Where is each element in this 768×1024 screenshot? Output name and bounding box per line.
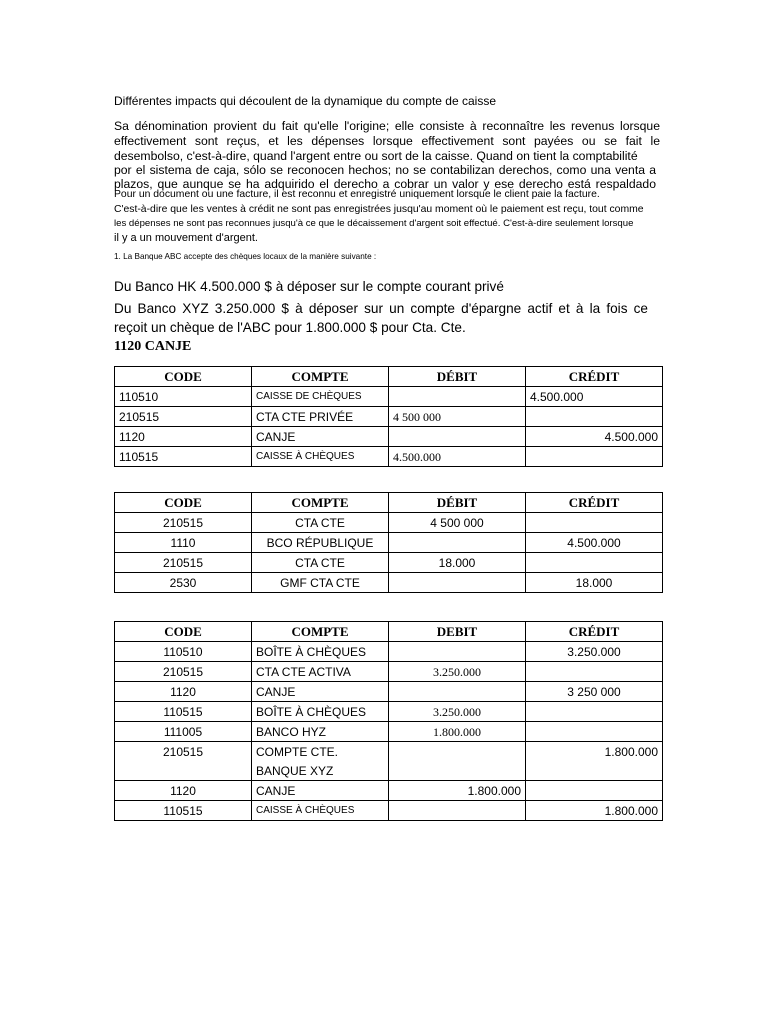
- cell-credit: 3 250 000: [526, 682, 663, 702]
- column-header-credit: CRÉDIT: [526, 493, 663, 513]
- cell-credit: 4.500.000: [526, 533, 663, 553]
- cell-debit: [389, 682, 526, 702]
- cell-code: 1110: [115, 533, 252, 553]
- cell-code: 111005: [115, 722, 252, 742]
- body-line: reçoit un chèque de l'ABC pour 1.800.000 $ pour Cta. Cte.: [114, 320, 466, 335]
- cell-code: 1120: [115, 682, 252, 702]
- paragraph-line: C'est-à-dire que les ventes à crédit ne sont pas enregistrées jusqu'au moment où le paiement est reçu, tout comme: [114, 204, 644, 215]
- cell-code: 110515: [115, 801, 252, 821]
- cell-credit: [526, 781, 663, 801]
- cell-account: BANQUE XYZ: [252, 761, 389, 781]
- section-subheading: 1120 CANJE: [114, 339, 192, 354]
- cell-debit: [389, 801, 526, 821]
- cell-code: [115, 761, 252, 781]
- cell-account: BOÎTE À CHÈQUES: [252, 642, 389, 662]
- cell-credit: 4.500.000: [526, 387, 663, 407]
- table-row: [115, 682, 663, 702]
- table-row: [115, 801, 663, 821]
- paragraph-line: plazos, que aunque se ha adquirido el derecho a cobrar un valor y ese derecho está respaldado: [114, 177, 656, 191]
- cell-account: GMF CTA CTE: [252, 573, 389, 593]
- cell-account: BOÎTE À CHÈQUES: [252, 702, 389, 722]
- cell-code: 210515: [115, 553, 252, 573]
- cell-code: 110510: [115, 387, 252, 407]
- cell-code: 210515: [115, 662, 252, 682]
- cell-debit: [389, 427, 526, 447]
- column-header-account: COMPTE: [252, 367, 389, 387]
- cell-credit: 4.500.000: [526, 427, 663, 447]
- cell-account: BANCO HYZ: [252, 722, 389, 742]
- cell-debit: 3.250.000: [389, 662, 526, 682]
- cell-credit: [526, 761, 663, 781]
- table-row: [115, 573, 663, 593]
- cell-debit: [389, 533, 526, 553]
- cell-account: CANJE: [252, 427, 389, 447]
- cell-code: 2530: [115, 573, 252, 593]
- cell-credit: 3.250.000: [526, 642, 663, 662]
- cell-account: CTA CTE: [252, 553, 389, 573]
- column-header-account: COMPTE: [252, 622, 389, 642]
- cell-debit: 4.500.000: [389, 447, 526, 467]
- column-header-code: CODE: [115, 367, 252, 387]
- cell-debit: [389, 387, 526, 407]
- paragraph-line: Sa dénomination provient du fait qu'elle l'origine; elle consiste à reconnaître les revenus lorsque: [114, 119, 660, 133]
- journal-table-1: [114, 366, 663, 467]
- column-header-code: CODE: [115, 493, 252, 513]
- body-line: Du Banco HK 4.500.000 $ à déposer sur le compte courant privé: [114, 279, 504, 294]
- paragraph-line: Pour un document ou une facture, il est reconnu et enregistré uniquement lorsque le client paie la facture.: [114, 189, 600, 200]
- cell-debit: [389, 642, 526, 662]
- cell-debit: [389, 761, 526, 781]
- table-row: [115, 427, 663, 447]
- paragraph-line: por el sistema de caja, sólo se reconocen hechos; no se contabilizan derechos, como una venta a: [114, 163, 656, 177]
- cell-account: CAISSE À CHÈQUES: [252, 447, 389, 467]
- cell-debit: 4 500 000: [389, 407, 526, 427]
- cell-debit: [389, 742, 526, 762]
- cell-credit: [526, 407, 663, 427]
- cell-debit: 4 500 000: [389, 513, 526, 533]
- table-row: [115, 761, 663, 781]
- table-row: [115, 702, 663, 722]
- document-heading: Différentes impacts qui découlent de la dynamique du compte de caisse: [114, 94, 497, 108]
- cell-code: 110515: [115, 702, 252, 722]
- cell-credit: [526, 513, 663, 533]
- cell-account: CTA CTE PRIVÉE: [252, 407, 389, 427]
- cell-debit: 18.000: [389, 553, 526, 573]
- cell-credit: [526, 447, 663, 467]
- column-header-account: COMPTE: [252, 493, 389, 513]
- journal-table-2: [114, 492, 663, 593]
- cell-code: 1120: [115, 781, 252, 801]
- table-row: [115, 781, 663, 801]
- table-row: [115, 722, 663, 742]
- paragraph-line: il y a un mouvement d'argent.: [114, 232, 258, 244]
- cell-debit: 3.250.000: [389, 702, 526, 722]
- table-row: [115, 662, 663, 682]
- cell-code: 210515: [115, 742, 252, 762]
- column-header-credit: CRÉDIT: [526, 622, 663, 642]
- table-header-row: [115, 622, 663, 642]
- table-row: [115, 553, 663, 573]
- cell-account: BCO RÉPUBLIQUE: [252, 533, 389, 553]
- cell-account: CANJE: [252, 781, 389, 801]
- paragraph-line: desembolso, c'est-à-dire, quand l'argent entre ou sort de la caisse. Quand on tient la comptabilité: [114, 149, 638, 163]
- table-row: [115, 387, 663, 407]
- cell-code: 1120: [115, 427, 252, 447]
- cell-account: CANJE: [252, 682, 389, 702]
- table-row: [115, 407, 663, 427]
- cell-credit: [526, 662, 663, 682]
- cell-code: 110515: [115, 447, 252, 467]
- table-row: [115, 533, 663, 553]
- column-header-debit: DÉBIT: [389, 367, 526, 387]
- cell-account: CAISSE DE CHÈQUES: [252, 387, 389, 407]
- cell-debit: 1.800.000: [389, 781, 526, 801]
- cell-credit: [526, 702, 663, 722]
- table-row: [115, 513, 663, 533]
- table-header-row: [115, 367, 663, 387]
- cell-credit: 1.800.000: [526, 742, 663, 762]
- note-line: 1. La Banque ABC accepte des chèques locaux de la manière suivante :: [114, 252, 377, 261]
- table-row: [115, 447, 663, 467]
- cell-code: 110510: [115, 642, 252, 662]
- cell-debit: [389, 573, 526, 593]
- column-header-debit: DEBIT: [389, 622, 526, 642]
- paragraph-line: les dépenses ne sont pas reconnues jusqu'à ce que le décaissement d'argent soit effectué. C'est-à-dire seulement lorsque: [114, 218, 634, 229]
- table-row: [115, 642, 663, 662]
- journal-table-3: [114, 621, 663, 821]
- column-header-credit: CRÉDIT: [526, 367, 663, 387]
- cell-account: CTA CTE: [252, 513, 389, 533]
- cell-credit: [526, 722, 663, 742]
- paragraph-line: effectivement sont reçus, et les dépenses lorsque effectivement sont payées ou se fait le: [114, 134, 660, 148]
- cell-code: 210515: [115, 407, 252, 427]
- cell-code: 210515: [115, 513, 252, 533]
- column-header-debit: DÉBIT: [389, 493, 526, 513]
- cell-credit: [526, 553, 663, 573]
- table-row: [115, 742, 663, 762]
- cell-account: CTA CTE ACTIVA: [252, 662, 389, 682]
- table-header-row: [115, 493, 663, 513]
- cell-credit: 18.000: [526, 573, 663, 593]
- column-header-code: CODE: [115, 622, 252, 642]
- body-line: Du Banco XYZ 3.250.000 $ à déposer sur un compte d'épargne actif et à la fois ce: [114, 301, 648, 316]
- cell-account: CAISSE À CHÈQUES: [252, 801, 389, 821]
- cell-account: COMPTE CTE.: [252, 742, 389, 762]
- cell-debit: 1.800.000: [389, 722, 526, 742]
- cell-credit: 1.800.000: [526, 801, 663, 821]
